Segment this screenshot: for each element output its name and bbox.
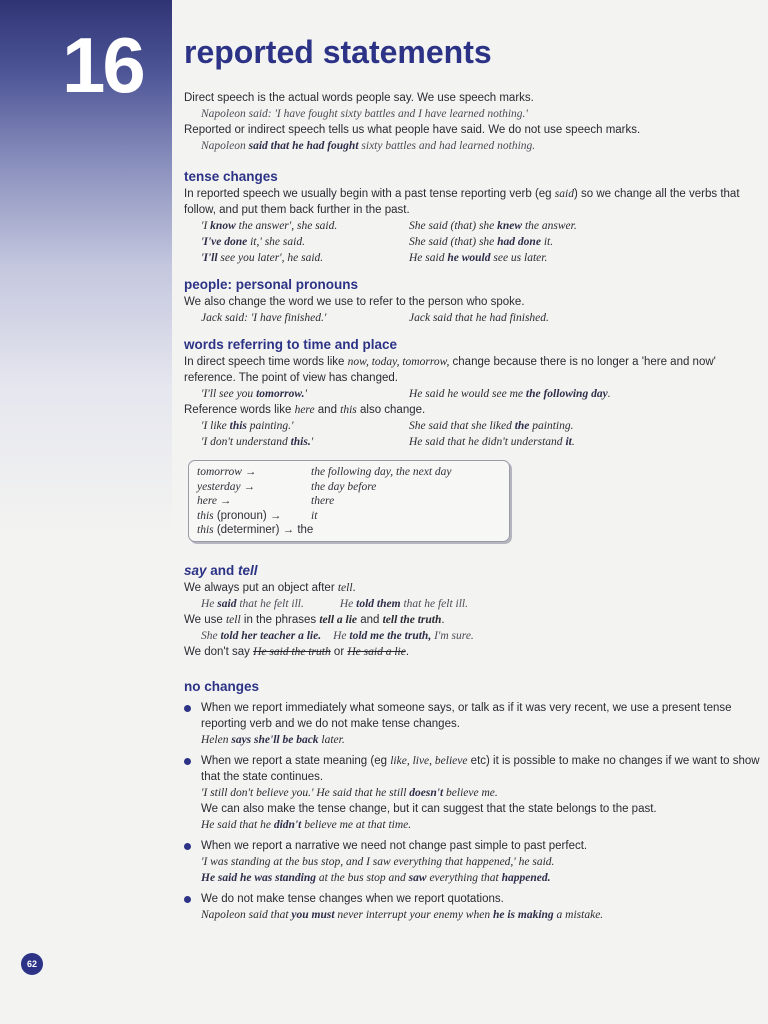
saytell-example-1: He said that he felt ill. He told them that he felt ill. bbox=[201, 597, 468, 610]
example-row: 'I'll see you tomorrow.' He said he would see me the following day. bbox=[201, 388, 611, 400]
list-item: We do not make tense changes when we report quotations. Napoleon said that you must never interrupt your enemy when he is making a mistake. bbox=[184, 891, 760, 923]
unit-number: 16 bbox=[62, 21, 143, 109]
example-row: 'I don't understand this.' He said that he didn't understand it. bbox=[201, 436, 575, 448]
intro-line-2: Reported or indirect speech tells us what people have said. We do not use speech marks. bbox=[184, 124, 641, 136]
time-place-box: tomorrow → the following day, the next day yesterday → the day before here → there this (pronoun) → it this (determiner) → the bbox=[188, 460, 510, 542]
saytell-example-2: She told her teacher a lie. He told me the truth, I'm sure. bbox=[201, 629, 474, 642]
page-title: reported statements bbox=[184, 34, 492, 70]
pronouns-text: We also change the word we use to refer to the person who spoke. bbox=[184, 296, 525, 308]
list-item: When we report immediately what someone says, or talk as if it was very recent, we use a present tense reporting verb and we do not make tense changes. Helen says she'll be back later. bbox=[184, 700, 760, 748]
intro-example-2: Napoleon said that he had fought sixty battles and had learned nothing. bbox=[201, 140, 536, 152]
heading-say-tell: say and tell bbox=[184, 562, 258, 578]
saytell-text-2: We use tell in the phrases tell a lie and tell the truth. bbox=[184, 613, 445, 626]
main-content bbox=[184, 90, 760, 928]
page-number-badge: 62 bbox=[21, 953, 43, 975]
heading-tense-changes: tense changes bbox=[184, 169, 278, 184]
section-pronouns bbox=[184, 276, 760, 326]
list-item: When we report a narrative we need not change past simple to past perfect. 'I was standing at the bus stop, and I saw everything that happened,' he said. He said he was standing at the bus stop and saw everything that happened. bbox=[184, 838, 760, 886]
bullet-icon bbox=[184, 758, 191, 765]
example-row: 'I like this painting.' She said that she liked the painting. bbox=[201, 420, 574, 432]
example-row: Jack said: 'I have finished.' Jack said that he had finished. bbox=[201, 312, 549, 324]
section-tense-changes bbox=[184, 168, 760, 266]
saytell-text-1: We always put an object after tell. bbox=[184, 581, 356, 594]
bullet-icon bbox=[184, 843, 191, 850]
intro-line-1: Direct speech is the actual words people say. We use speech marks. bbox=[184, 92, 534, 104]
timeplace-text: In direct speech time words like now, today, tomorrow, change because there is no longer a 'here and now' reference. The point of view has changed. bbox=[184, 356, 716, 384]
section-no-changes bbox=[184, 678, 760, 923]
saytell-text-3: We don't say He said the truth or He said a lie. bbox=[184, 645, 410, 658]
bullet-icon bbox=[184, 705, 191, 712]
heading-time-place: words referring to time and place bbox=[184, 337, 398, 352]
heading-pronouns: people: personal pronouns bbox=[184, 277, 359, 292]
no-changes-list bbox=[184, 700, 760, 923]
reference-text: Reference words like here and this also change. bbox=[184, 404, 426, 416]
bullet-icon bbox=[184, 896, 191, 903]
intro-example-1: Napoleon said: 'I have fought sixty battles and I have learned nothing.' bbox=[201, 108, 528, 120]
example-row: 'I've done it,' she said. She said (that) she had done it. bbox=[201, 236, 554, 248]
example-row: 'I know the answer', she said. She said (that) she knew the answer. bbox=[201, 220, 577, 232]
example-row: 'I'll see you later', he said. He said he would see us later. bbox=[201, 252, 548, 264]
section-time-place bbox=[184, 336, 760, 542]
tense-text: In reported speech we usually begin with a past tense reporting verb (eg said) so we change all the verbs that follow, and put them back further in the past. bbox=[184, 188, 740, 216]
list-item: When we report a state meaning (eg like, live, believe etc) it is possible to make no changes if we want to show that the state continues. 'I still don't believe you.' He said that he still doesn't believe me. We can also make the tense change, but it can suggest that the state belongs to the past. He said that he didn't believe me at that time. bbox=[184, 753, 760, 833]
section-say-tell bbox=[184, 562, 760, 660]
sidebar-gradient bbox=[0, 0, 172, 1024]
heading-no-changes: no changes bbox=[184, 678, 260, 694]
